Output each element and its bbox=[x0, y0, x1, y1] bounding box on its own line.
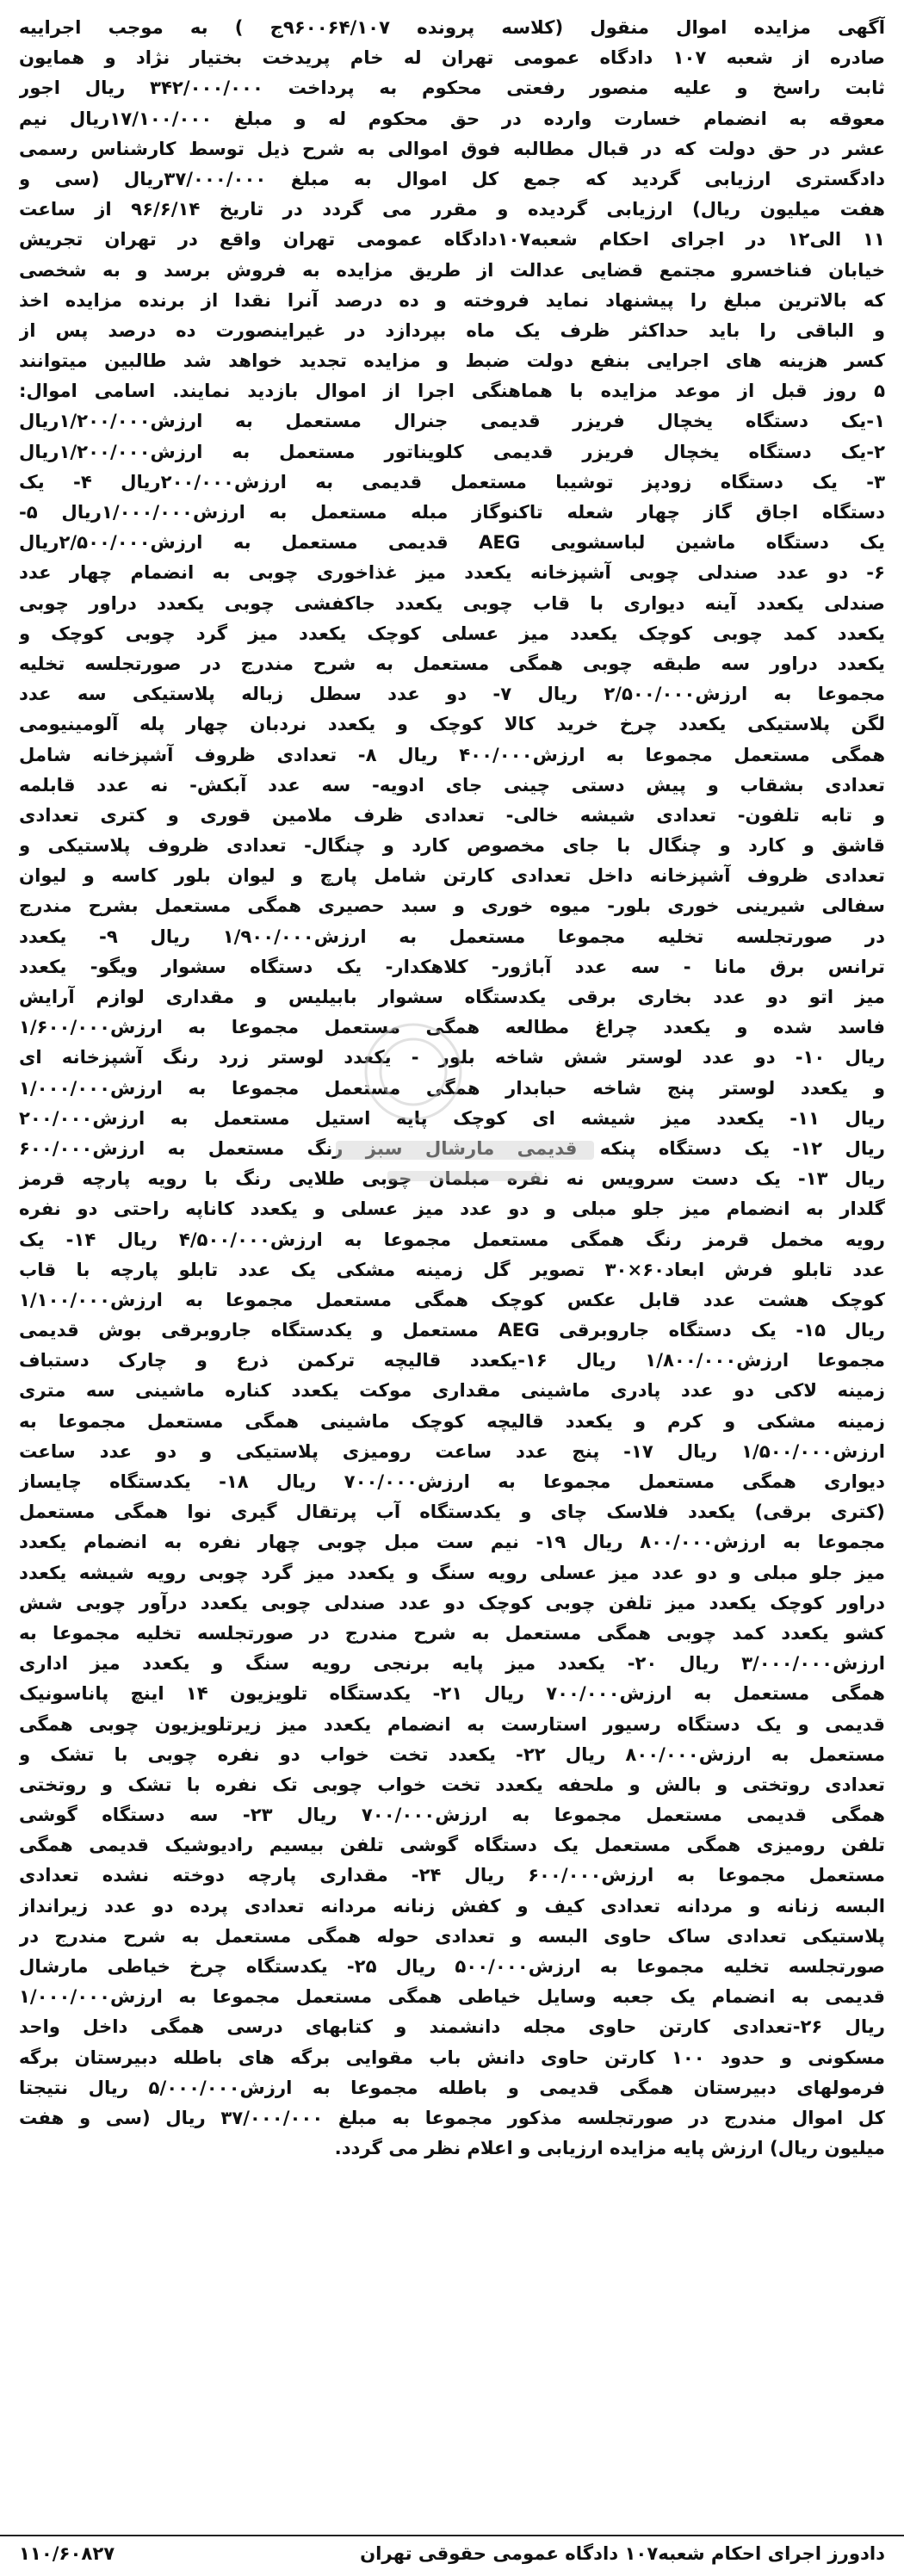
notice-line: ۱۱ الی۱۲ در اجرای احکام شعبه۱۰۷دادگاه عمومی تهران واقع در تهران تجریش bbox=[19, 228, 885, 251]
notice-line: ثابت راسخ و علیه منصور رفعتی محکوم به پرداخت ۳۴۲/۰۰۰/۰۰۰ ریال اجور bbox=[19, 77, 885, 99]
notice-line: یکعدد دراور سه طبقه چوبی همگی مستعمل به شرح مندرج در صورتجلسه تخلیه bbox=[19, 652, 885, 674]
notice-line: ارزش۱/۵۰۰/۰۰۰ ریال ۱۷- پنج عدد ساعت رومیزی پلاستیکی و دو عدد ساعت bbox=[19, 1440, 885, 1462]
notice-line: عدد تابلو فرش ابعاد۶۰×۳۰ تصویر گل زمینه مشکی یک عدد تابلو پارچه با قاب bbox=[19, 1258, 885, 1280]
notice-line: کشو یکعدد کمد چوبی همگی مستعمل به شرح مندرج در صورتجلسه تخلیه مجموعا به bbox=[19, 1621, 885, 1644]
notice-line: هفت میلیون ریال) ارزیابی گردیده و مقرر می گردد در تاریخ ۹۶/۶/۱۴ از ساعت bbox=[19, 198, 885, 220]
notice-line: قدیمی به انضمام یک جعبه وسایل خیاطی همگی مستعمل مجموعا به ارزش۱/۰۰۰/۰۰۰ bbox=[19, 1985, 885, 2008]
notice-line: صورتجلسه تخلیه مجموعا به ارزش۵۰۰/۰۰۰ ریال ۲۵- یکدستگاه چرخ خیاطی مارشال bbox=[19, 1955, 885, 1977]
notice-line: تلفن رومیزی همگی مستعمل یک دستگاه گوشی تلفن بیسیم رادیوشیک قدیمی همگی bbox=[19, 1834, 885, 1856]
notice-line: میز اتو دو عدد بخاری برقی یکدستگاه سشوار بابیلیس و مقداری لوازم آرایش bbox=[19, 986, 885, 1007]
notice-line: و یکعدد لوستر پنج شاخه حبابدار همگی مستعمل مجموعا به ارزش۱/۰۰۰/۰۰۰ bbox=[19, 1076, 885, 1099]
notice-line: کسر هزینه های اجرایی بنفع دولت ضبط و مزایده تجدید خواهد شد طالبین میتوانند bbox=[19, 350, 885, 372]
notice-line: تعدادی روتختی و بالش و ملحفه یکعدد تخت خواب چوبی تک نفره با تشک و روتختی bbox=[19, 1773, 885, 1795]
notice-line: گلدار به انضمام میز جلو مبلی و دو عدد میز عسلی و یکعدد کاناپه راحتی دو نفره bbox=[19, 1198, 885, 1220]
notice-line: مجموعا به ارزش۸۰۰/۰۰۰ ریال ۱۹- نیم ست مبل چوبی چهار نفره به انضمام یکعدد bbox=[19, 1531, 885, 1553]
notice-line: البسه زنانه و مردانه تعدادی کیف و کفش زنانه مردانه تعدادی پرده دو عدد زیرانداز bbox=[19, 1894, 885, 1917]
notice-line: ریال ۱۲- یک دستگاه پنکه قدیمی مارشال سبز رنگ مستعمل به ارزش۶۰۰/۰۰۰ bbox=[19, 1136, 885, 1159]
notice-line: همگی قدیمی مستعمل مجموعا به ارزش۷۰۰/۰۰۰ ریال ۲۳- سه دستگاه گوشی bbox=[19, 1804, 885, 1826]
notice-line: قدیمی و یک دستگاه رسیور استارست به انضمام یکعدد میز زیرتلویزیون چوبی همگی bbox=[19, 1712, 885, 1735]
notice-line: ۵ روز قبل از موعد مزایده با هماهنگی اجرا از اموال بازدید نمایند. اسامی اموال: bbox=[19, 380, 885, 402]
notice-line: رویه مخمل قرمز رنگ همگی مستعمل مجموعا به ارزش۴/۵۰۰/۰۰۰ ریال ۱۴- یک bbox=[19, 1228, 885, 1250]
notice-line: زمینه مشکی و کرم و یکعدد قالیچه کوچک ماشینی همگی مستعمل مجموعا به bbox=[19, 1409, 885, 1432]
notice-line: تعدادی ظروف آشپزخانه داخل تعدادی کارتن شامل پارچ و لیوان بلور کاسه و لیوان bbox=[19, 864, 885, 887]
notice-line: دراور کوچک یکعدد میز تلفن چوبی کوچک دو عدد صندلی چوبی یکعدد درآور چوبی شش bbox=[19, 1591, 885, 1613]
notice-line: مسکونی و حدود ۱۰۰ کارتن حاوی دانش باب مقوایی برگه های باطله دبیرستان برگه bbox=[19, 2046, 885, 2068]
notice-line: مجموعا به ارزش۲/۵۰۰/۰۰۰ ریال ۷- دو عدد سطل زباله پلاستیکی سه عدد bbox=[19, 683, 885, 705]
notice-line: و الباقی را باید حداکثر ظرف یک ماه بپردازد در غیراینصورت ده درصد پس از bbox=[19, 319, 885, 341]
notice-line: ریال ۱۵- یک دستگاه جاروبرقی AEG مستعمل و یکدستگاه جاروبرقی بوش قدیمی bbox=[19, 1319, 885, 1341]
notice-line: دیواری همگی مستعمل مجموعا به ارزش۷۰۰/۰۰۰ ریال ۱۸- یکدستگاه چایساز bbox=[19, 1471, 885, 1492]
notice-line: فاسد شده و یکعدد چراغ مطالعه همگی مستعمل مجموعا به ارزش۱/۶۰۰/۰۰۰ bbox=[19, 1016, 885, 1038]
notice-line: معوقه به انضمام خسارت وارده در حق محکوم له و مبلغ ۱۷/۱۰۰/۰۰۰ریال نیم bbox=[19, 107, 885, 129]
notice-line: یک دستگاه ماشین لباسشویی AEG قدیمی مستعمل به ارزش۲/۵۰۰/۰۰۰ریال bbox=[19, 531, 885, 554]
notice-line: ریال ۱۰- دو عدد لوستر شش شاخه بلور - یکعدد لوستر زرد رنگ آشپزخانه ای bbox=[19, 1046, 885, 1068]
issuer-signature: دادورز اجرای احکام شعبه۱۰۷ دادگاه عمومی حقوقی تهران bbox=[360, 2542, 885, 2564]
notice-line: دادگستری ارزیابی گردید که جمع کل اموال به مبلغ ۳۷/۰۰۰/۰۰۰ریال (سی و bbox=[19, 167, 885, 189]
notice-line: پلاستیکی تعدادی ساک حاوی البسه و تعدادی حوله همگی مستعمل به شرح مندرج در bbox=[19, 1924, 885, 1947]
notice-line: مستعمل مجموعا به ارزش۶۰۰/۰۰۰ ریال ۲۴- مقداری پارچه دوخته نشده تعدادی bbox=[19, 1864, 885, 1886]
notice-line: ۶- دو عدد صندلی چوبی آشپزخانه یکعدد میز غذاخوری چوبی به انضمام چهار عدد bbox=[19, 561, 885, 584]
notice-line: ۲-یک دستگاه یخچال فریزر قدیمی کلویناتور مستعمل به ارزش۱/۲۰۰/۰۰۰ریال bbox=[19, 440, 885, 462]
notice-line: سفالی شیرینی خوری بلور- میوه خوری و سبد حصیری همگی مستعمل بشرح مندرج bbox=[19, 895, 885, 917]
notice-line: همگی مستعمل مجموعا به ارزش۴۰۰/۰۰۰ ریال ۸- تعدادی ظروف آشپزخانه شامل bbox=[19, 743, 885, 765]
notice-line: همگی مستعمل به ارزش۷۰۰/۰۰۰ ریال ۲۱- یکدستگاه تلویزیون ۱۴ اینچ پاناسونیک bbox=[19, 1682, 885, 1705]
notice-line: صادره از شعبه ۱۰۷ دادگاه عمومی تهران له خام پریدخت بختیار نژاد و همایون bbox=[19, 46, 885, 69]
reference-number: ۱۱۰/۶۰۸۲۷ bbox=[19, 2542, 115, 2564]
notice-line: یکعدد کمد چوبی کوچک یکعدد میز عسلی کوچک یکعدد میز گرد چوبی کوچک و bbox=[19, 622, 885, 644]
notice-line: ترانس برق مانا - سه عدد آباژور- کلاهکدار- یک دستگاه سشوار ویگو- یکعدد bbox=[19, 955, 885, 977]
notice-line: (کتری برقی) یکعدد فلاسک چای و یکدستگاه آب پرتقال گیری نوا همگی مستعمل bbox=[19, 1501, 885, 1523]
notice-footer bbox=[0, 2535, 904, 2569]
notice-line: کل اموال مندرج در صورتجلسه مذکور مجموعا به مبلغ ۳۷/۰۰۰/۰۰۰ ریال (سی و هفت bbox=[19, 2106, 885, 2128]
notice-line: ریال ۱۳- یک دست سرویس نه نفره مبلمان چوبی طلایی رنگ با رویه پارچه قرمز bbox=[19, 1167, 885, 1190]
notice-line: لگن پلاستیکی یکعدد چرخ خرید کالا کوچک و یکعدد نردبان چهار پله آلومینیومی bbox=[19, 713, 885, 735]
notice-line: و تابه تلفون- تعدادی شیشه خالی- تعدادی ظرف ملامین قوری و کتری تعدادی bbox=[19, 803, 885, 826]
notice-line: ریال ۱۱- یکعدد میز شیشه ای کوچک پایه استیل مستعمل به ارزش۲۰۰/۰۰۰ bbox=[19, 1106, 885, 1129]
notice-line: میلیون ریال) ارزش پایه مزایده ارزیابی و اعلام نظر می گردد. bbox=[334, 2137, 885, 2159]
notice-line: مستعمل به ارزش۸۰۰/۰۰۰ ریال ۲۲- یکعدد تخت خواب دو نفره چوبی با تشک و bbox=[19, 1743, 885, 1765]
notice-line: عشر در حق دولت که در قبال مطالبه فوق اموالی به شرح ذیل توسط کارشناس رسمی bbox=[19, 137, 885, 159]
notice-line: کوچک هشت عدد قابل عکس کوچک همگی مستعمل مجموعا به ارزش۱/۱۰۰/۰۰۰ bbox=[19, 1288, 885, 1310]
notice-line: ریال ۲۶-تعدادی کارتن حاوی مجله دانشمند و کتابهای درسی همگی داخل واحد bbox=[19, 2016, 885, 2038]
notice-line: قاشق و کارد و چنگال با جای مخصوص کارد و چنگال- تعدادی ظروف پلاستیکی و bbox=[19, 834, 885, 857]
notice-line: خیابان فناخسرو مجتمع قضایی عدالت از طریق مزایده به فروش برسد و به شخصی bbox=[19, 258, 885, 281]
notice-line: که بالاترین مبلغ را پیشنهاد نماید فروخته و ده درصد آنرا نقدا از برنده مزایده اخذ bbox=[19, 288, 885, 311]
notice-line: فرمولهای دبیرستان همگی قدیمی و باطله مجموعا به ارزش۵/۰۰۰/۰۰۰ ریال نتیجتا bbox=[19, 2076, 885, 2098]
notice-body bbox=[19, 12, 885, 2163]
notice-line: ۳- یک دستگاه زودپز توشیبا مستعمل قدیمی به ارزش۲۰۰/۰۰۰ریال ۴- یک bbox=[19, 470, 885, 492]
notice-line: ارزش۳/۰۰۰/۰۰۰ ریال ۲۰- یکعدد میز پایه برنجی رویه سنگ و یکعدد میز اداری bbox=[19, 1652, 885, 1675]
notice-line: آگهی مزایده اموال منقول (کلاسه پرونده ۹۶۰۰۶۴/۱۰۷ج ) به موجب اجراییه bbox=[19, 16, 885, 38]
notice-line: صندلی یکعدد آینه دیواری با قاب چوبی یکعدد جاکفشی چوبی یکعدد دراور چوبی bbox=[19, 591, 885, 614]
notice-line: دستگاه اجاق گاز چهار شعله تاکنوگاز مبله مستعمل به ارزش۱/۰۰۰/۰۰۰ریال ۵- bbox=[19, 501, 885, 523]
notice-line: میز جلو مبلی و دو عدد میز عسلی رویه سنگ و یکعدد میز گرد چوبی رویه شیشه یکعدد bbox=[19, 1561, 885, 1583]
notice-line: مجموعا ارزش۱/۸۰۰/۰۰۰ ریال ۱۶-یکعدد قالیچه ترکمن ذرع و چارک دستباف bbox=[19, 1349, 885, 1372]
notice-line: تعدادی بشقاب و پیش دستی چینی جای ادویه- سه عدد آبکش- نه عدد قابلمه bbox=[19, 773, 885, 796]
notice-line: زمینه لاکی دو عدد پادری ماشینی مقداری موکت یکعدد کناره ماشینی سه متری bbox=[19, 1379, 885, 1402]
notice-line: ۱-یک دستگاه یخچال فریزر قدیمی جنرال مستعمل به ارزش۱/۲۰۰/۰۰۰ریال bbox=[19, 410, 885, 432]
notice-line: در صورتجلسه تخلیه مجموعا مستعمل به ارزش۱/۹۰۰/۰۰۰ ریال ۹- یکعدد bbox=[19, 925, 885, 947]
